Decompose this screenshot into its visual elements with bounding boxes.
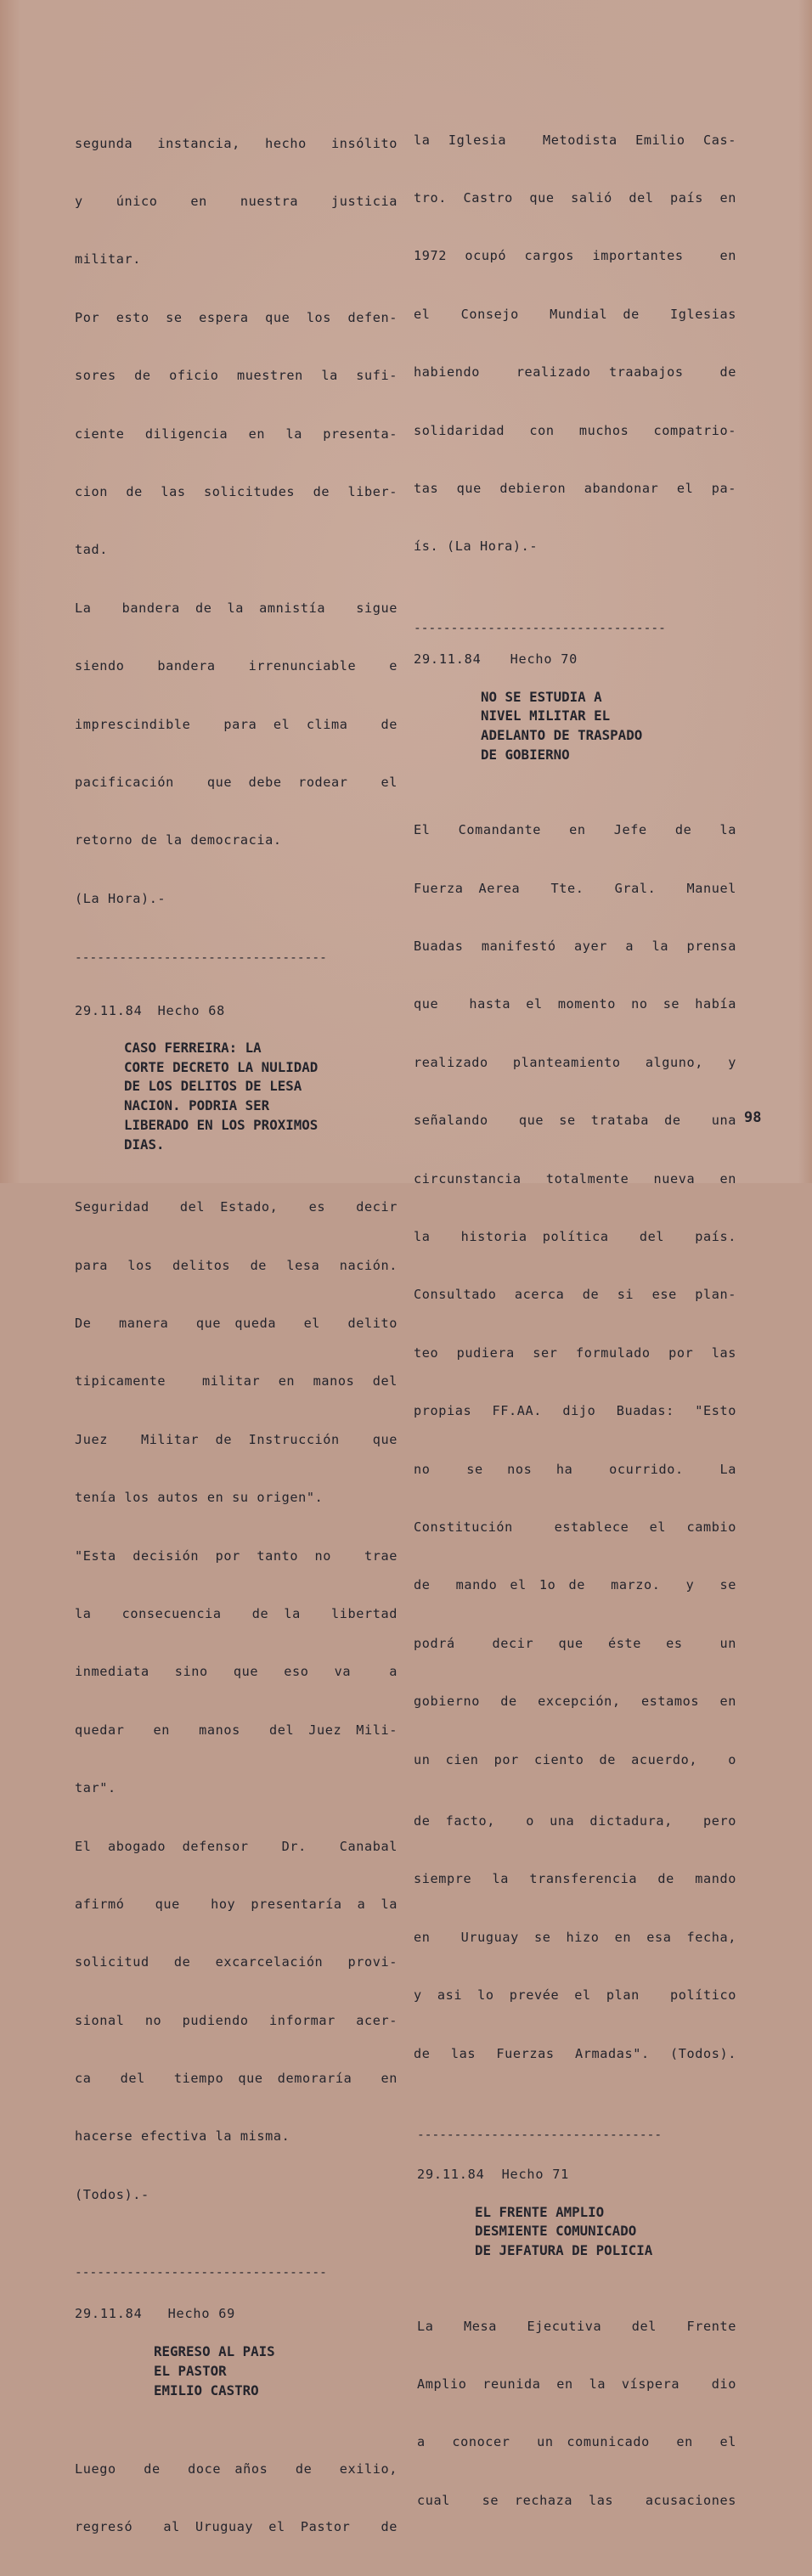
text-line: pacificación que debe rodear el	[75, 774, 398, 790]
text-line: Buadas manifestó ayer a la prensa	[414, 939, 736, 955]
entry-number: Hecho 68	[157, 1003, 226, 1019]
text-line: Constitución establece el cambio	[414, 1519, 736, 1535]
entry-date: 29.11.84	[417, 2166, 485, 2182]
left-intro-paragraph	[75, 95, 398, 947]
right-column	[414, 92, 736, 2549]
text-line: tar".	[75, 1780, 116, 1796]
text-line: sional no pudiendo informar acer-	[75, 2012, 398, 2028]
text-line: la historia política del país.	[414, 1229, 736, 1245]
text-line: La Mesa Ejecutiva del Frente	[417, 2318, 736, 2334]
text-line: segunda instancia, hecho insólito	[75, 135, 398, 151]
text-line: en Uruguay se hizo en esa fecha,	[414, 1929, 736, 1945]
body-70	[414, 782, 736, 2102]
text-line: para los delitos de lesa nación.	[75, 1257, 398, 1273]
entry-header-69	[75, 2304, 398, 2324]
headline-68	[124, 1039, 398, 1155]
entry-header-68	[75, 1001, 398, 1021]
text-line: imprescindible para el clima de	[75, 716, 398, 732]
right-intro-paragraph	[414, 92, 736, 595]
text-line: circunstancia totalmente nueva en	[414, 1170, 736, 1187]
text-line: que hasta el momento no se había	[414, 996, 736, 1012]
text-line: a conocer un comunicado en el	[417, 2434, 736, 2450]
text-line: retorno de la democracia.	[75, 832, 282, 848]
body-69	[75, 2421, 398, 2575]
entry-number: Hecho 71	[501, 2166, 570, 2182]
text-line: podrá decir que éste es un	[414, 1635, 736, 1651]
headline-line: EL FRENTE AMPLIO	[475, 2203, 605, 2220]
text-line: no se nos ha ocurrido. La	[414, 1461, 736, 1477]
entry-date: 29.11.84	[75, 2306, 143, 2322]
section-divider: ----------------------------------	[414, 621, 666, 635]
entry-header-70	[414, 650, 736, 669]
text-line: solidaridad con muchos compatrio-	[414, 422, 736, 438]
text-line: la Iglesia Metodista Emilio Cas-	[414, 132, 736, 148]
headline-70	[481, 688, 736, 765]
text-line: afirmó que hoy presentaría a la	[75, 1896, 398, 1912]
text-line: ciente diligencia en la presenta-	[75, 426, 398, 442]
text-line: Amplio reunida en la víspera dio	[417, 2376, 736, 2393]
headline-line: NIVEL MILITAR EL	[481, 707, 611, 724]
headline-line: LIBERADO EN LOS PROXIMOS	[124, 1117, 319, 1134]
body-71	[417, 2278, 736, 2549]
text-line: el Consejo Mundial de Iglesias	[414, 306, 736, 322]
text-line: cual se rechaza las acusaciones	[417, 2492, 736, 2508]
text-line: y asi lo prevée el plan político	[414, 1987, 736, 2004]
text-line: realizado planteamiento alguno, y	[414, 1054, 736, 1070]
headline-line: DESMIENTE COMUNICADO	[475, 2223, 637, 2240]
text-line: la consecuencia de la libertad	[75, 1605, 398, 1621]
text-line: tenía los autos en su origen".	[75, 1490, 324, 1506]
headline-line: CORTE DECRETO LA NULIDAD	[124, 1058, 319, 1075]
text-line: cion de las solicitudes de liber-	[75, 483, 398, 499]
text-line: ca del tiempo que demoraría en	[75, 2071, 398, 2087]
section-divider: ---------------------------------	[417, 2128, 663, 2142]
text-line: hacerse efectiva la misma.	[75, 2128, 290, 2145]
left-column	[75, 95, 398, 2576]
text-line: sores de oficio muestren la sufi-	[75, 368, 398, 384]
text-line: de mando el 1o de marzo. y se	[414, 1577, 736, 1593]
text-line: "Esta decisión por tanto no trae	[75, 1547, 398, 1564]
text-line: ís. (La Hora).-	[414, 538, 539, 555]
entry-number: Hecho 70	[510, 651, 578, 667]
text-line: siendo bandera irrenunciable e	[75, 658, 398, 674]
text-line: un cien por ciento de acuerdo, o	[414, 1751, 736, 1767]
text-line: tas que debieron abandonar el pa-	[414, 480, 736, 496]
headline-line: EMILIO CASTRO	[154, 2382, 259, 2398]
text-line: gobierno de excepción, estamos en	[414, 1694, 736, 1710]
text-line: De manera que queda el delito	[75, 1316, 398, 1332]
text-line: La bandera de la amnistía sigue	[75, 600, 398, 616]
text-line: propias FF.AA. dijo Buadas: "Esto	[414, 1403, 736, 1419]
text-line: señalando que se trataba de una	[414, 1113, 736, 1129]
headline-line: CASO FERREIRA: LA	[124, 1039, 262, 1056]
text-line: y único en nuestra justicia	[75, 193, 398, 209]
text-line: habiendo realizado traabajos de	[414, 364, 736, 380]
text-line: quedar en manos del Juez Mili-	[75, 1722, 398, 1738]
text-line: El Comandante en Jefe de la	[414, 822, 736, 838]
headline-71	[475, 2203, 736, 2261]
text-line: Fuerza Aerea Tte. Gral. Manuel	[414, 880, 736, 896]
text-line: tro. Castro que salió del país en	[414, 189, 736, 206]
headline-line: REGRESO AL PAIS	[154, 2343, 275, 2360]
entry-date: 29.11.84	[414, 651, 482, 667]
headline-line: DE JEFATURA DE POLICIA	[475, 2242, 653, 2259]
text-line: tad.	[75, 542, 108, 558]
headline-line: DE GOBIERNO	[481, 746, 570, 763]
page-number: 98	[744, 1109, 762, 1126]
text-line: militar.	[75, 251, 141, 268]
section-divider: ----------------------------------	[75, 2266, 327, 2280]
text-line: Seguridad del Estado, es decir	[75, 1199, 398, 1215]
entry-number: Hecho 69	[167, 2306, 236, 2322]
text-line: Consultado acerca de si ese plan-	[414, 1287, 736, 1303]
headline-line: DIAS.	[124, 1136, 165, 1153]
text-line: (Todos).-	[75, 2186, 149, 2202]
headline-line: ADELANTO DE TRASPADO	[481, 727, 643, 744]
text-line: solicitud de excarcelación provi-	[75, 1954, 398, 1970]
text-line: teo pudiera ser formulado por las	[414, 1344, 736, 1361]
headline-line: DE LOS DELITOS DE LESA	[124, 1078, 302, 1095]
headline-line: NACION. PODRIA SER	[124, 1097, 270, 1114]
text-line: Por esto se espera que los defen-	[75, 309, 398, 325]
text-line: Juez Militar de Instrucción que	[75, 1431, 398, 1447]
entry-date: 29.11.84	[75, 1003, 143, 1019]
headline-line: EL PASTOR	[154, 2362, 227, 2379]
text-line: 1972 ocupó cargos importantes en	[414, 248, 736, 264]
headline-line: NO SE ESTUDIA A	[481, 688, 602, 705]
text-line: Luego de doce años de exilio,	[75, 2461, 398, 2477]
text-line: siempre la transferencia de mando	[414, 1871, 736, 1887]
text-line: El abogado defensor Dr. Canabal	[75, 1838, 398, 1854]
body-68	[75, 1159, 398, 2244]
text-line: (La Hora).-	[75, 890, 166, 906]
text-line: de facto, o una dictadura, pero	[414, 1812, 736, 1829]
text-line: tipicamente militar en manos del	[75, 1373, 398, 1389]
text-line: de las Fuerzas Armadas". (Todos).	[414, 2045, 736, 2061]
section-divider: ----------------------------------	[75, 951, 327, 966]
text-line: regresó al Uruguay el Pastor de	[75, 2519, 398, 2535]
entry-header-71	[417, 2165, 736, 2184]
text-line: inmediata sino que eso va a	[75, 1664, 398, 1680]
headline-69	[154, 2342, 398, 2400]
